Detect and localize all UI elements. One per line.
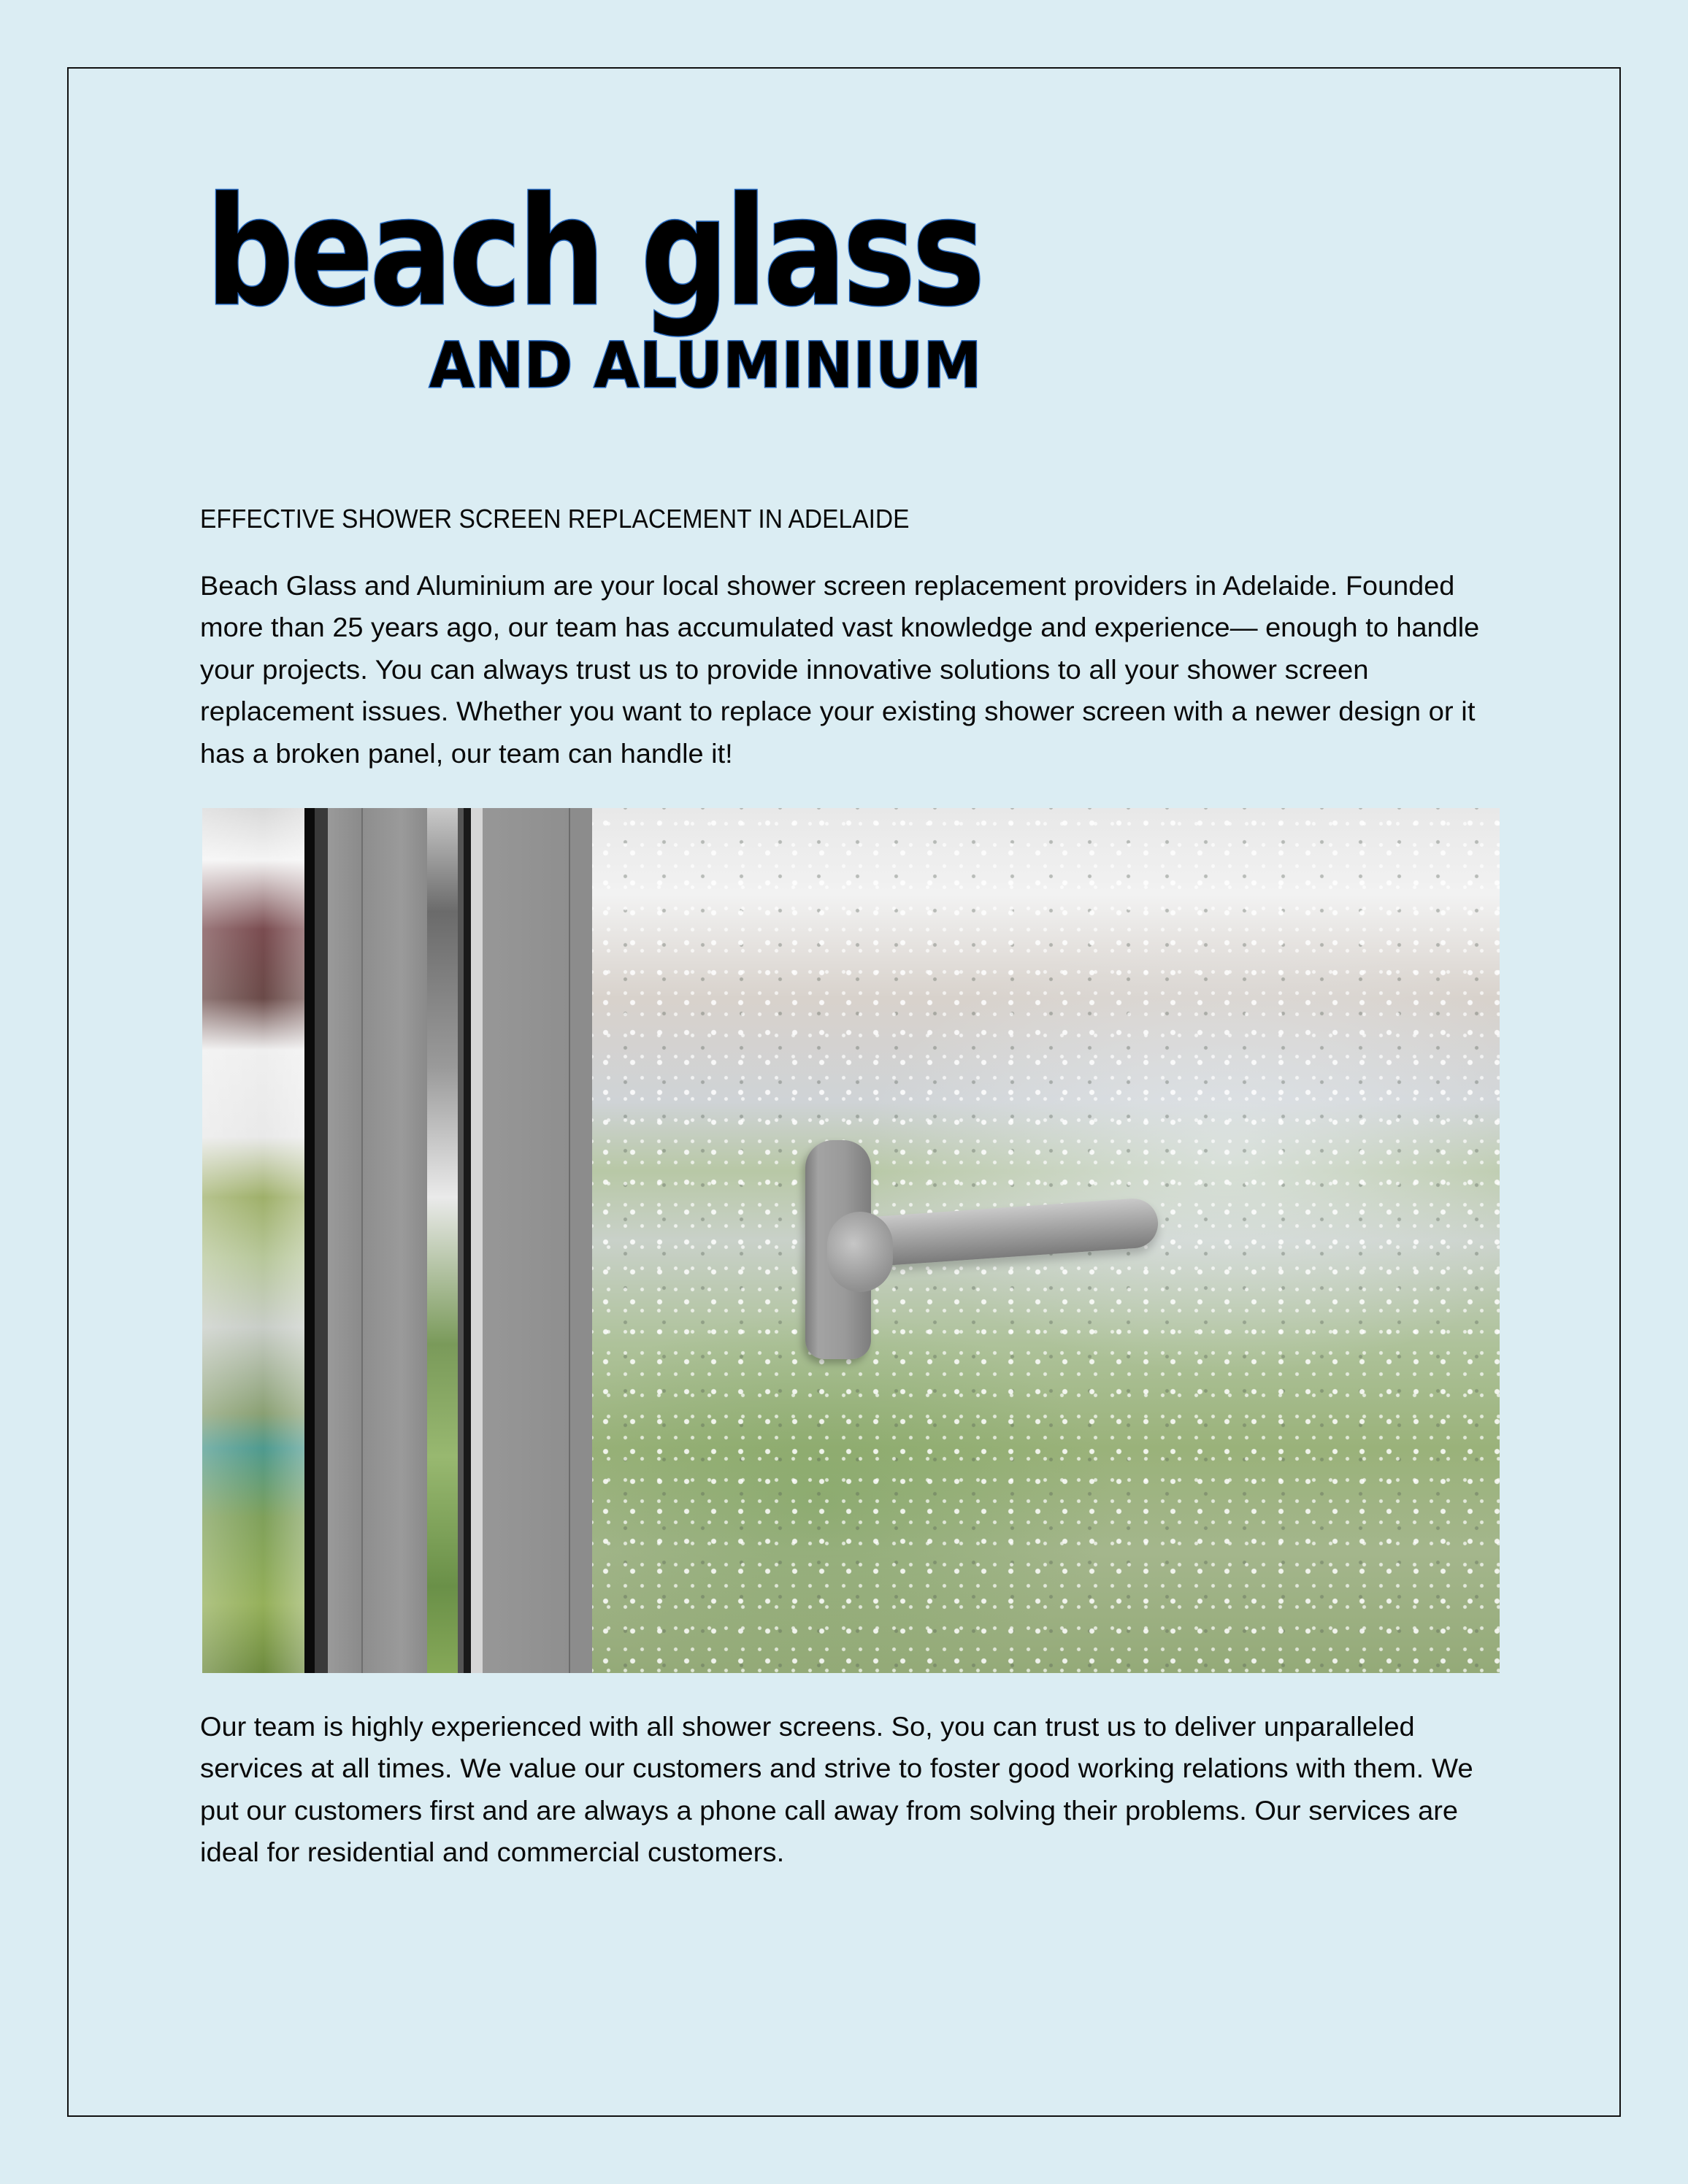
paragraph-line: ideal for residential and commercial customers. [200,1837,785,1867]
logo-wordmark: beach glass [206,166,982,339]
logo-subtitle: AND ALUMINIUM [429,329,982,402]
paragraph-line: services at all times. We value our customers and strive to foster good working relations with them. We [200,1753,1473,1783]
paragraph-line: Our team is highly experienced with all shower screens. So, you can trust us to deliver unparalleled [200,1712,1415,1742]
paragraph-line: put our customers first and are always a phone call away from solving their problems. Our services are [200,1796,1459,1826]
paragraph-line: more than 25 years ago, our team has accumulated vast knowledge and experience— enough to handle [200,612,1480,642]
paragraph-line: Beach Glass and Aluminium are your local shower screen replacement providers in Adelaide. Founded [200,571,1455,601]
paragraph-line: replacement issues. Whether you want to replace your existing shower screen with a newer design or it [200,696,1476,726]
paragraph-line: has a broken panel, our team can handle it! [200,739,733,769]
window-handle-photo [202,808,1500,1673]
handle-boss [827,1212,893,1292]
page-heading: EFFECTIVE SHOWER SCREEN REPLACEMENT IN ADELAIDE [200,504,910,534]
paragraph-line: your projects. You can always trust us to provide innovative solutions to all your shower screen [200,655,1369,685]
